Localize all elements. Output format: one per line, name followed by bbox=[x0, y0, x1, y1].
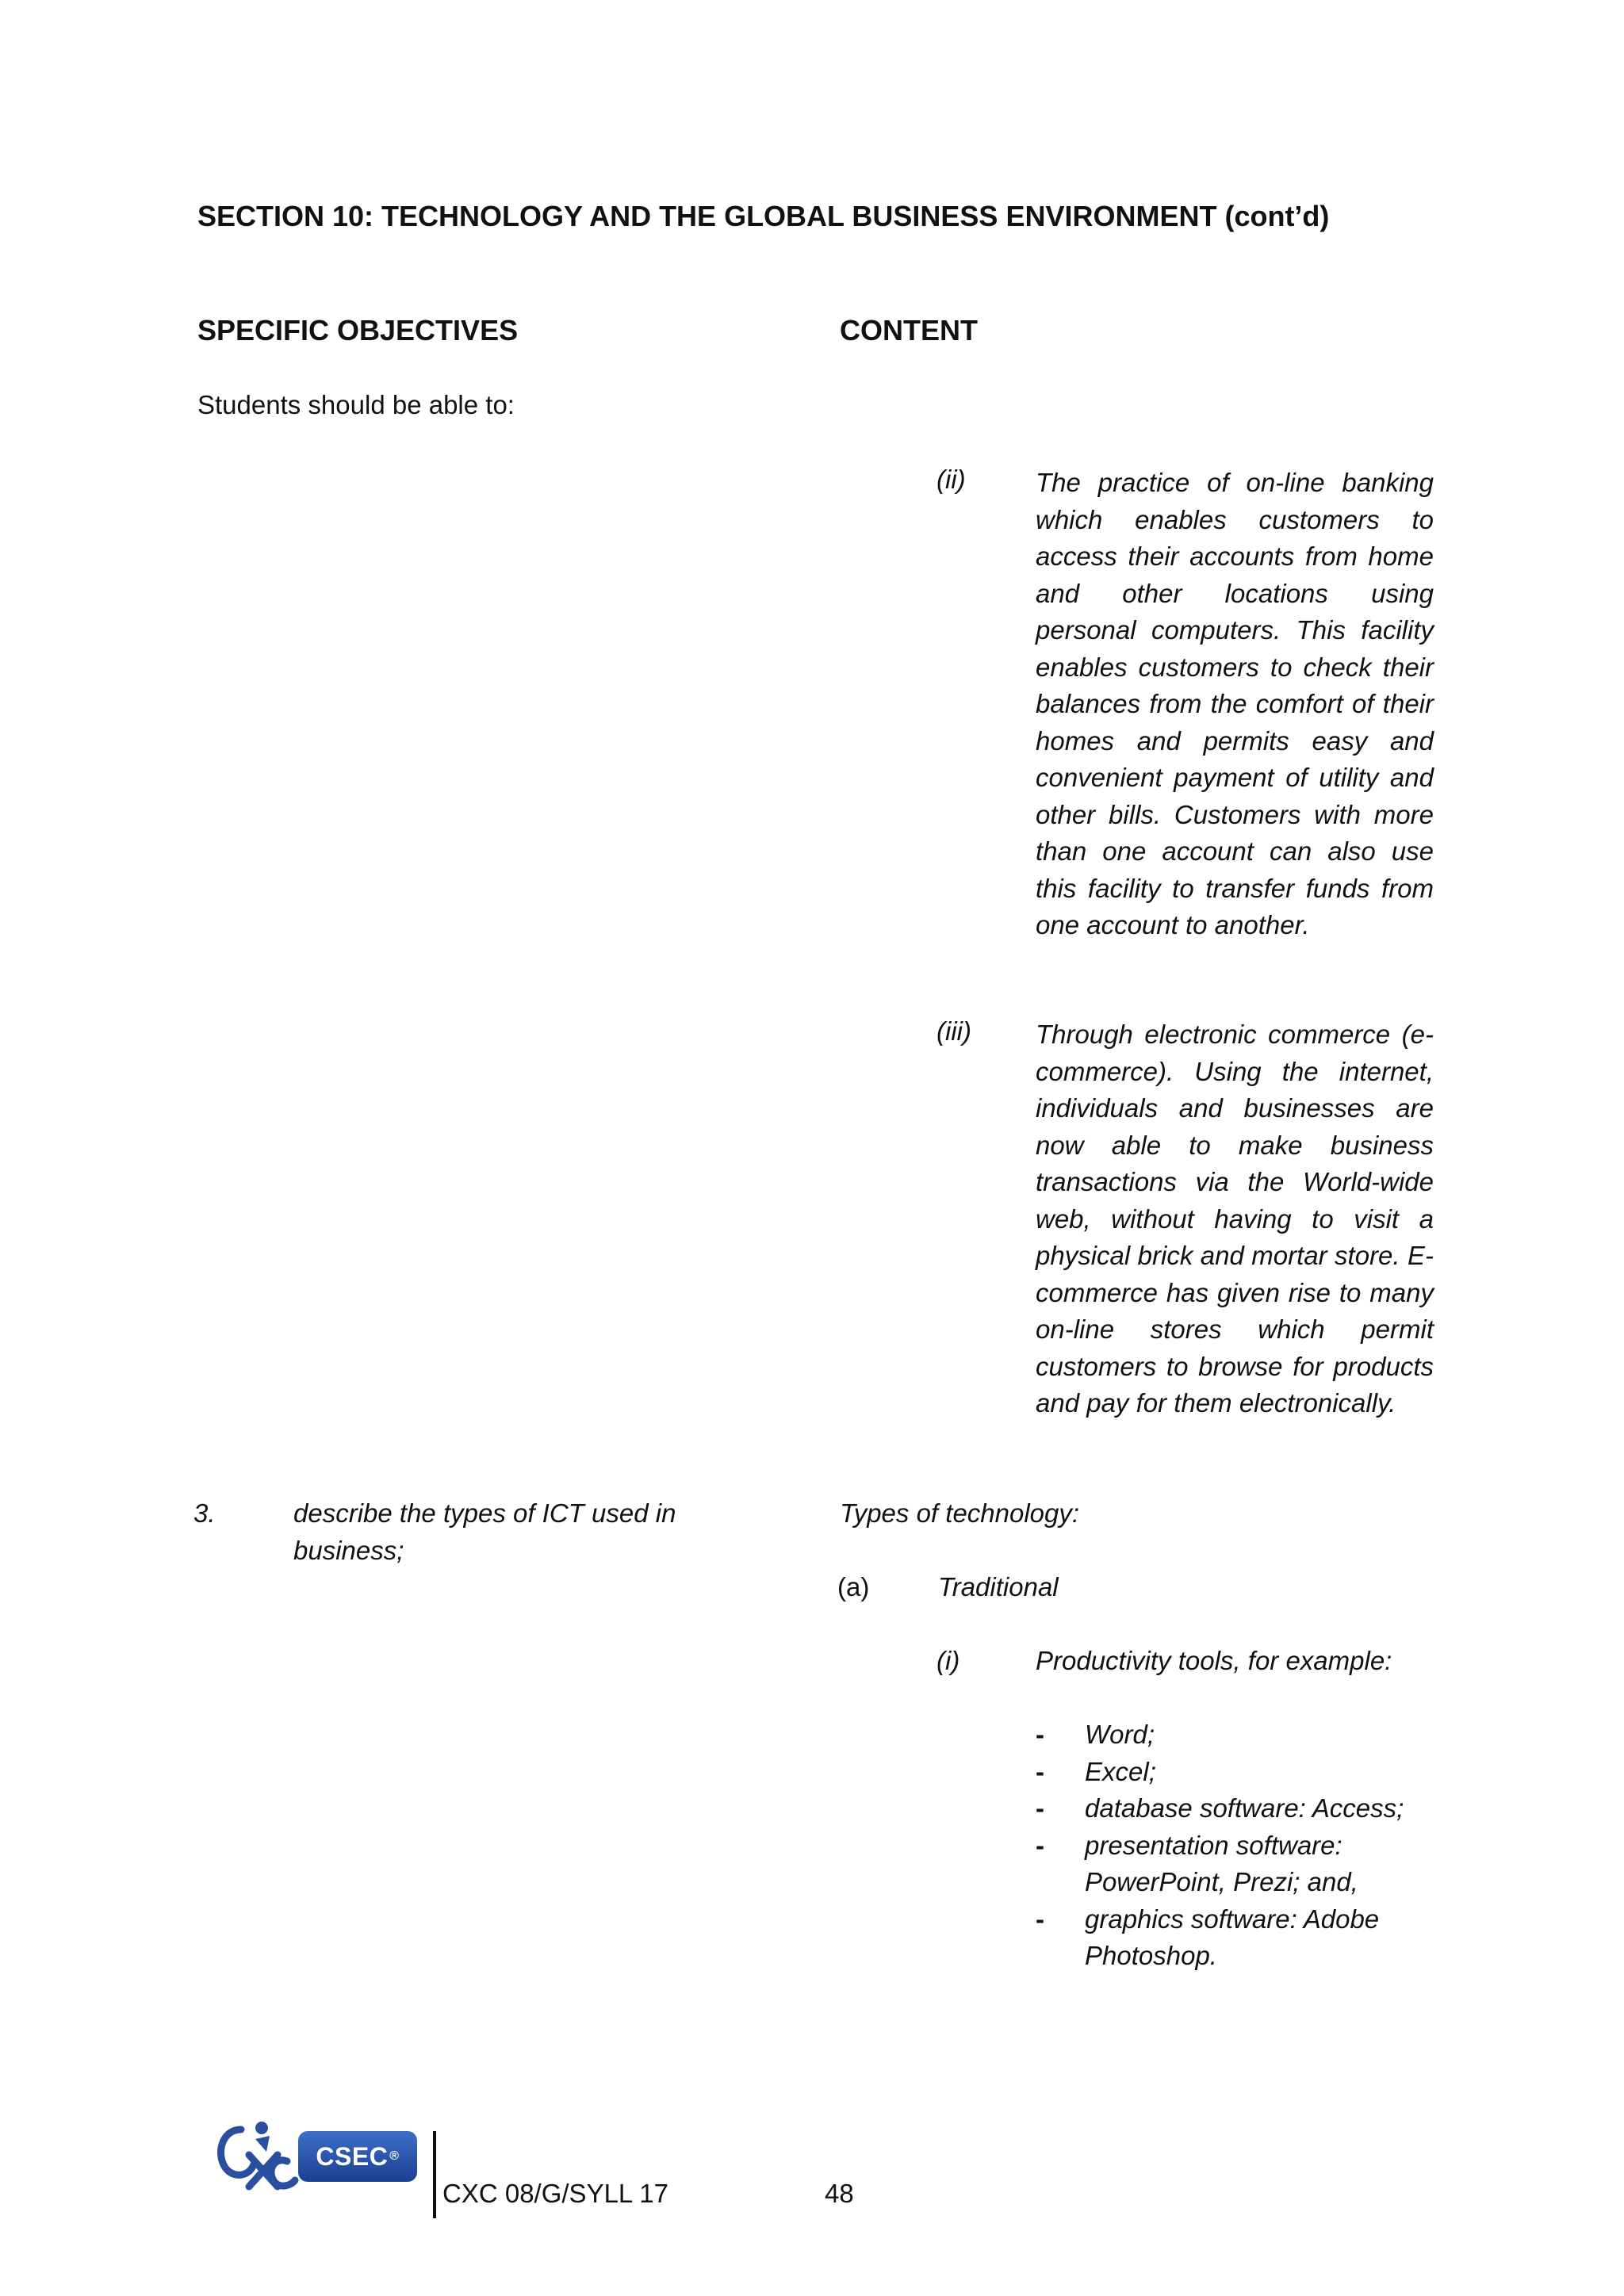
section-title: SECTION 10: TECHNOLOGY AND THE GLOBAL BUSINESS ENVIRONMENT (cont’d) bbox=[197, 200, 1330, 232]
item-ii-text: The practice of on-line banking which enables customers to access their accounts from home and other locations using personal computers. This facility enables customers to check their balances from the comfort of their homes and permits easy and convenient payment of utility and other bills. Customers with more than one account can also use this facility to transfer funds from one account to another. bbox=[1036, 468, 1434, 939]
page-number: 48 bbox=[825, 2179, 854, 2208]
objectives-heading: SPECIFIC OBJECTIVES bbox=[197, 314, 519, 346]
list-item: - graphics software: Adobe Photoshop. bbox=[1085, 1901, 1402, 1975]
list-item: - presentation software: PowerPoint, Prezi; and, bbox=[1085, 1827, 1370, 1901]
objective-3-line-1: describe the types of ICT used in bbox=[293, 1498, 676, 1528]
registered-mark: ® bbox=[389, 2149, 400, 2163]
sub-a-label: Traditional bbox=[938, 1572, 1059, 1601]
footer-divider bbox=[433, 2131, 436, 2218]
document-code: CXC 08/G/SYLL 17 bbox=[442, 2179, 668, 2208]
list-item: - Word; bbox=[1085, 1716, 1434, 1754]
objectives-intro: Students should be able to: bbox=[197, 390, 515, 419]
list-item: - database software: Access; bbox=[1085, 1790, 1434, 1827]
objective-3-number: 3. bbox=[193, 1498, 216, 1528]
item-ii-marker: (ii) bbox=[936, 465, 966, 494]
sub-a-marker: (a) bbox=[837, 1572, 870, 1601]
csec-badge-text: CSEC bbox=[316, 2141, 389, 2171]
sub-i-label: Productivity tools, for example: bbox=[1036, 1646, 1392, 1675]
cxc-crest-icon bbox=[208, 2115, 303, 2195]
types-heading: Types of technology: bbox=[840, 1498, 1080, 1528]
csec-badge bbox=[298, 2131, 417, 2182]
list-item: - Excel; bbox=[1085, 1754, 1434, 1791]
content-heading: CONTENT bbox=[840, 314, 978, 346]
item-iii-marker: (iii) bbox=[936, 1016, 971, 1046]
item-iii-text: Through electronic commerce (e-commerce). Using the internet, individuals and businesses are now able to make business transactions via the World-wide web, without having to visit a physical brick and mortar store. E-commerce has given rise to many on-line stores which permit customers to browse for products and pay for them electronically. bbox=[1036, 1020, 1434, 1418]
sub-i-marker: (i) bbox=[936, 1646, 960, 1675]
objective-3-line-2: business; bbox=[293, 1535, 404, 1565]
objective-3-text bbox=[293, 1495, 706, 1569]
tools-list bbox=[1085, 1716, 1434, 1975]
